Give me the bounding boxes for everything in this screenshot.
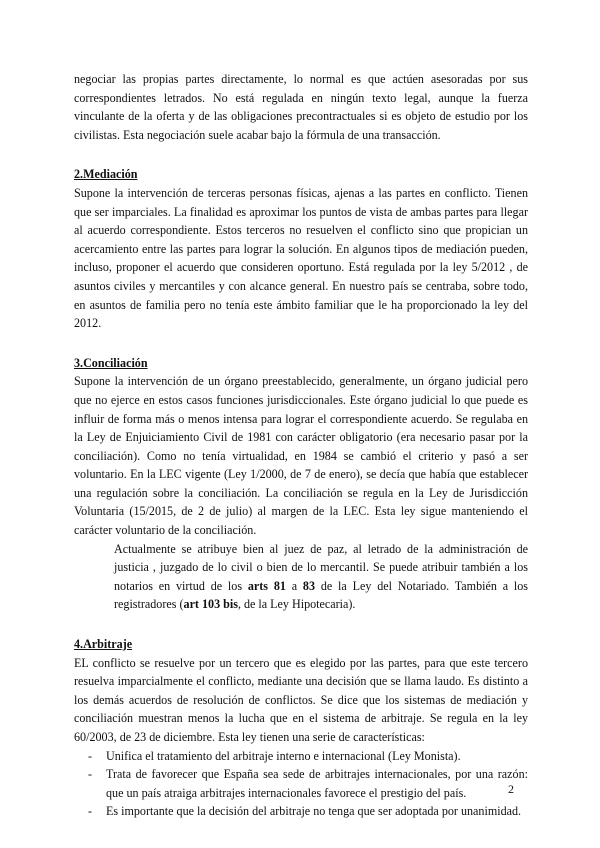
- page-number: 2: [508, 782, 514, 796]
- bold-ref-83: 83: [302, 578, 316, 593]
- intro-paragraph: negociar las propias partes directamente, lo normal es que actúen asesoradas por sus correspondientes letrados. No está regulada en ningún texto legal, aunque la fuerza vinculante de la oferta y de las obligaciones precontractuales si es objeto de estudio por los civilistas. Esta negociación suele acabar bajo la fórmula de una transacción.: [74, 72, 528, 142]
- bold-ref-arts-81: arts 81: [247, 578, 286, 593]
- text-column: [74, 70, 528, 821]
- section-heading-conciliacion: 3.Conciliación: [74, 355, 148, 370]
- mediacion-paragraph: Supone la intervención de terceras personas físicas, ajenas a las partes en conflicto. Tienen que ser imparciales. La finalidad es aproximar los puntos de vista de ambas partes para llegar al acuerdo correspondiente. Estos terceros no resuelven el conflicto sino que propician un acercamiento entre las partes para lograr la solución. En algunos tipos de mediación pueden, incluso, proponer el acuerdo que consideren oportuno. Está regulada por la ley 5/2012 , de asuntos civiles y mercantiles y con alcance general. En nuestro país se centraba, sobre todo, en asuntos de familia pero no tenía este ámbito familiar que le ha proporcionado la ley del 2012.: [74, 185, 528, 331]
- arbitraje-characteristics-list: [74, 747, 528, 821]
- list-item: - Unifica el tratamiento del arbitraje interno e internacional (Ley Monista).: [74, 747, 528, 766]
- conciliacion-paragraph: Supone la intervención de un órgano preestablecido, generalmente, un órgano judicial pero que no ejerce en estos casos funciones jurisdiccionales. Este órgano judicial lo que puede es influir de forma más o menos intensa para lograr el correspondiente acuerdo. Se regulaba en la Ley de Enjuiciamiento Civil de 1981 con carácter obligatorio (era necesario pasar por la conciliación). Como no tenía virtualidad, en 1984 se cambió el criterio y pasó a ser voluntario. En la LEC vigente (Ley 1/2000, de 7 de enero), se decía que había que establecer una regulación sobre la conciliación. La conciliación se regula en la Ley de Jurisdicción Voluntaria (15/2015, de 2 de julio) al margen de la LEC. Esta ley sigue manteniendo el carácter voluntario de la conciliación.: [74, 374, 528, 538]
- arbitraje-paragraph: EL conflicto se resuelve por un tercero que es elegido por las partes, para que este tercero resuelva imparcialmente el conflicto, mediante una decisión que se llama laudo. Es distinto a los demás acuerdos de resolución de conflictos. Se dice que los sistemas de mediación y conciliación muestran menos la lucha que en el sistema de arbitraje. Se regula en la ley 60/2003, de 23 de diciembre. Esta ley tienen una serie de características:: [74, 655, 528, 744]
- list-item: - Trata de favorecer que España sea sede de arbitrajes internacionales, por una razón: que un país atraiga arbitrajes internacionales favorece el prestigio del país.: [74, 765, 528, 802]
- list-item: - Es importante que la decisión del arbitraje no tenga que ser adoptada por unanimidad.: [74, 802, 528, 821]
- bold-ref-art-103-bis: art 103 bis: [183, 597, 238, 612]
- conciliacion-indented-paragraph: Actualmente se atribuye bien al juez de paz, al letrado de la administración de justicia , juzgado de lo civil o bien de lo mercantil. Se puede atribuir también a los notarios en virtud de los arts 81 a 83 de la Ley del Notariado. También a los registradores (art 103 bis, de la Ley Hipotecaria).: [114, 541, 529, 612]
- section-heading-arbitraje: 4.Arbitraje: [74, 637, 133, 652]
- section-heading-mediacion: 2.Mediación: [74, 167, 138, 182]
